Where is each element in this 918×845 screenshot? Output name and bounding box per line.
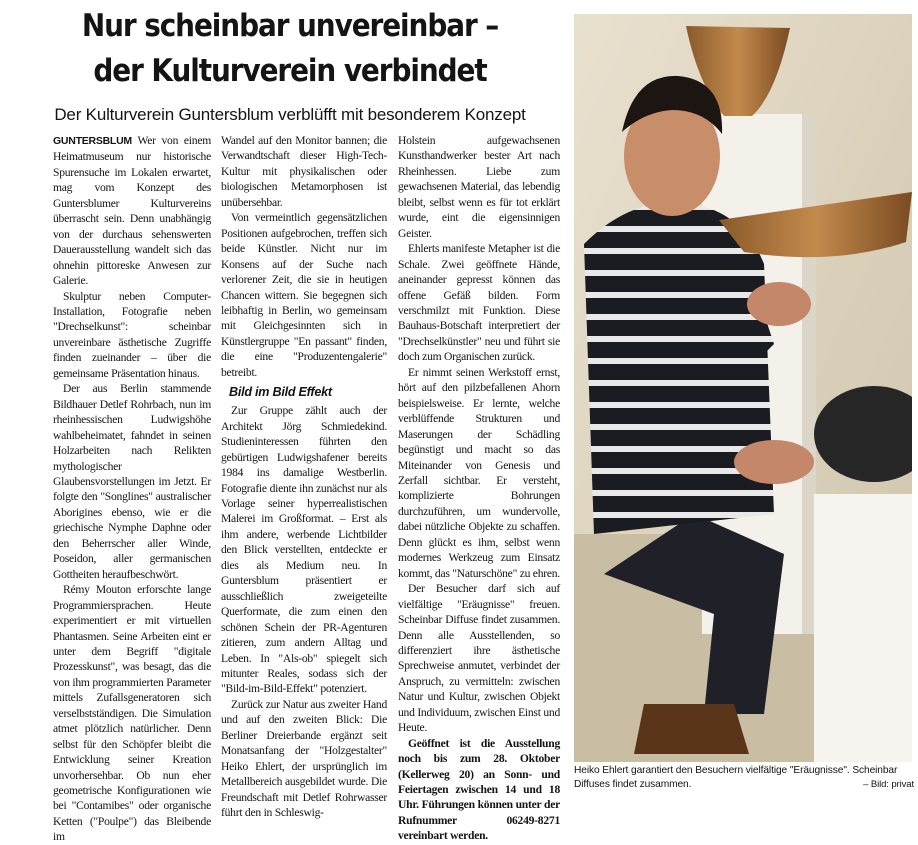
photo-caption [574,764,914,793]
headline-line-2: der Kulturverein verbindet [93,53,487,89]
paragraph: Rémy Mouton erforschte lange Programmiersprachen. Heute experimentiert er mit virtuellen Phantasmen. Seine Arbeiten eint er unter dem Begriff "digitale Prozesskunst", was besagt, das die von ihm programmierten Parameter mittels Zufallsgeneratoren sich verselbstständigen. Die Simulation atmet plötzlich natürlicher. Denn selbst für den Schöpfer bleibt die Entwicklung seiner Kreation unvorhersehbar. Ob nun eher geometrische Konfigurationen wie bei "Contamibes" oder organische Ketten ("Poulpe") das Bleibende im [53,583,211,844]
paragraph: Zurück zur Natur aus zweiter Hand und auf den zweiten Blick: Die Berliner Dreierbande ergänzt seit Monatsanfang der "Holzgestalter" Heiko Ehlert, der ursprünglich im Metallbereich ausgebildet wurde. Die Freundschaft mit Detlef Rohrwasser führt den in Schleswig- [221,697,387,820]
article-column-3 [398,133,560,844]
subheadline: Der Kulturverein Guntersblum verblüfft mit besonderem Konzept [54,105,526,124]
paragraph: Ehlerts manifeste Metapher ist die Schale. Zwei geöffnete Hände, aneinander gepresst können das offene Gefäß bilden. Form verschmilzt mit Funktion. Diese Bauhaus-Botschaft interpretiert der "Drechselkünstler" neu und führt sie doch zum Organischen zurück. [398,242,560,364]
paragraph: Er nimmt seinen Werkstoff ernst, hört auf den pilzbefallenen Ahorn beispielsweise. Er lernte, welche verblüffende Strukturen und Maserungen der Schädling begünstigt und macht so das Miteinander von Genesis und Zerfall sichtbar. Er versteht, komplizierte Bohrungen durchzuführen, um wundervolle, dabei nützliche Objekte zu schaffen. Denn glückt es ihm, selbst wenn modernes Werkzeug zum Einsatz kommt, das "Naturschöne" zu ehren. [398,365,560,580]
paragraph: Wandel auf den Monitor bannen; die Verwandtschaft dieser High-Tech-Kultur mit physikalischen oder biologischen Metamorphosen ist unübersehbar. [221,134,387,209]
paragraph: Holstein aufgewachsenen Kunsthandwerker bester Art nach Rheinhessen. Liebe zum gewachsenen Material, das lebendig bleibt, selbst wenn es für tot erklärt wurde, eint die eigensinnigen Geister. [398,134,560,240]
article-column-2 [221,133,387,820]
info-paragraph: Geöffnet ist die Ausstellung noch bis zum 28. Oktober (Kellerweg 20) an Sonn- und Feiertagen zwischen 14 und 18 Uhr. Führungen können unter der Rufnummer 06249-8271 vereinbart werden. [398,736,560,843]
headline [38,4,542,94]
paragraph [53,133,211,289]
article-column-1 [53,133,211,845]
caption-text: Heiko Ehlert garantiert den Besuchern vielfältige "Eräugnisse". Scheinbar Diffuses findet zusammen. [574,765,898,791]
dateline: GUNTERSBLUM [53,135,132,147]
headline-line-1: Nur scheinbar unvereinbar – [81,8,499,44]
paragraph: Zur Gruppe zählt auch der Architekt Jörg Schmiedekind. Studieninteressen führten den gebürtigen Ludwigshafener bereits 1984 ins damalige Westberlin. Fotografie diente ihn zunächst nur als Vorlage seiner hyperrealistischen Malerei im Großformat. – Erst als ihm andere, werbende Lichtbilder den Blick verstellten, entdeckte er dies als Medium neu. In Guntersblum präsentiert er ausschließlich zweigeteilte Querformate, die zum einen den schönen Schein der PR-Agenturen zitieren, zum andern Alltag und Leben. In "Als-ob" spiegelt sich mitunter Reales, sodass sich der "Bild-im-Bild-Effekt" potenziert. [221,404,387,696]
photo-credit: – Bild: privat [863,779,914,791]
paragraph-text: Wer von einem Heimatmuseum nur historische Spurensuche im Lokalen erwartet, mag vom Konzept des Guntersblumer Kulturvereins überrascht sein. Denn unabhängig von der durchaus sehenswerten Dauerausstellung wandelt sich das ohnehin pittoreske Anwesen zur Galerie. [53,134,211,288]
artist-photo [574,14,912,762]
section-subtitle: Bild im Bild Effekt [229,385,332,400]
paragraph: Der aus Berlin stammende Bildhauer Detlef Rohrbach, nun im rheinhessischen Ludwigshöhe wahlbeheimatet, fahndet in seinen Holzarbeiten nach Relikten mythologischer Glaubensvorstellungen im Jetzt. Er folgte den "Songlines" australischer Aborigines ebenso, wie er die griechische Nymphe Daphne oder den Beherrscher aller Winde, Poseidon, aller germanischen Gottheiten heraufbeschwört. [53,382,211,581]
paragraph: Von vermeintlich gegensätzlichen Positionen aufgebrochen, treffen sich beide Künstler. Nicht nur im Konsens auf der Suche nach verlorener Zeit, die sie in heutigen Chancen wittern. Sie begegnen sich leibhaftig in Berlin, wo gemeinsam mit Gleichgesinnten sich in Künstlergruppe "En passant" finden, die eine "Produzentengalerie" betreibt. [221,211,387,379]
paragraph: Skulptur neben Computer-Installation, Fotografie neben "Drechselkunst": scheinbar unvereinbare ästhetische Zugriffe finden zueinander – über die gemeinsame Präsentation hinaus. [53,289,211,380]
paragraph: Der Besucher darf sich auf vielfältige "Eräugnisse" freuen. Scheinbar Diffuse findet zusammen. Denn alle Ausstellenden, so differenziert ihre ästhetische Sprechweise anmutet, verbindet der Anspruch, zu vermitteln: zwischen Natur und Kultur, zwischen Objekt und Individuum, zwischen Einst und Heute. [398,582,560,735]
